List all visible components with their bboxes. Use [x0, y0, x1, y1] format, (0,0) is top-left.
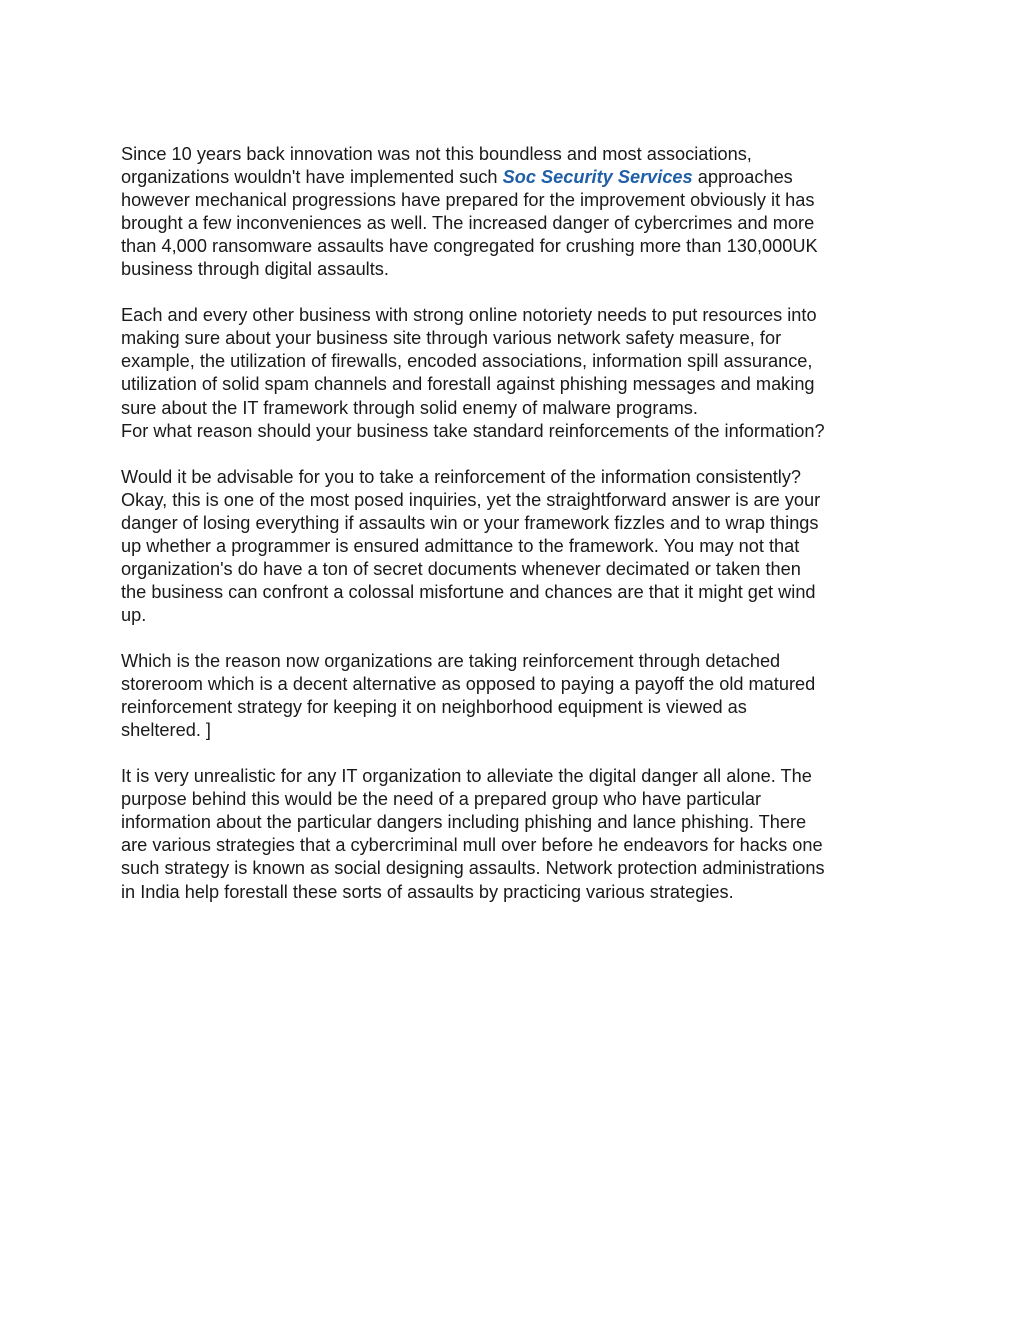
- paragraph-line: Okay, this is one of the most posed inquiries, yet the straightforward answer is are your: [121, 489, 821, 510]
- paragraph-line: in India help forestall these sorts of assaults by practicing various strategies.: [121, 881, 734, 902]
- paragraph-line: Which is the reason now organizations are taking reinforcement through detached: [121, 651, 781, 672]
- paragraph-line: information about the particular dangers including phishing and lance phishing. There: [121, 812, 807, 833]
- paragraph-line: organization's do have a ton of secret documents whenever decimated or taken then: [121, 558, 801, 579]
- document-body: [121, 143, 911, 904]
- paragraph-line: brought a few inconveniences as well. The increased danger of cybercrimes and more: [121, 213, 815, 234]
- paragraph-line: however mechanical progressions have prepared for the improvement obviously it has: [121, 190, 815, 211]
- paragraph-line: sheltered. ]: [121, 720, 211, 741]
- link-suffix-text: approaches: [692, 167, 793, 188]
- paragraph-line: reinforcement strategy for keeping it on neighborhood equipment is viewed as: [121, 697, 747, 718]
- soc-security-services-link[interactable]: Soc Security Services: [502, 167, 693, 188]
- paragraph-line: sure about the IT framework through solid enemy of malware programs.: [121, 397, 698, 418]
- paragraph-line: utilization of solid spam channels and forestall against phishing messages and making: [121, 374, 815, 395]
- paragraph-spacer: [121, 742, 911, 765]
- paragraph-line: than 4,000 ransomware assaults have congregated for crushing more than 130,000UK: [121, 236, 818, 257]
- paragraph-line: making sure about your business site through various network safety measure, for: [121, 328, 782, 349]
- link-prefix-text: organizations wouldn't have implemented such: [121, 167, 503, 188]
- paragraph-spacer: [121, 281, 911, 304]
- paragraph-1: [121, 143, 911, 281]
- paragraph-5: [121, 765, 911, 903]
- paragraph-line: business through digital assaults.: [121, 259, 389, 280]
- paragraph-line: It is very unrealistic for any IT organization to alleviate the digital danger all alone. The: [121, 766, 812, 787]
- paragraph-line-with-link: [121, 166, 911, 189]
- paragraph-spacer: [121, 627, 911, 650]
- paragraph-line: up.: [121, 604, 147, 625]
- paragraph-spacer: [121, 443, 911, 466]
- paragraph-2: [121, 304, 911, 442]
- paragraph-line: up whether a programmer is ensured admittance to the framework. You may not that: [121, 535, 800, 556]
- paragraph-line: the business can confront a colossal misfortune and chances are that it might get wind: [121, 581, 816, 602]
- paragraph-line: danger of losing everything if assaults win or your framework fizzles and to wrap things: [121, 512, 819, 533]
- paragraph-line: are various strategies that a cybercriminal mull over before he endeavors for hacks one: [121, 835, 823, 856]
- paragraph-line: such strategy is known as social designing assaults. Network protection administrations: [121, 858, 825, 879]
- paragraph-line: example, the utilization of firewalls, encoded associations, information spill assurance,: [121, 351, 813, 372]
- paragraph-4: [121, 650, 911, 742]
- paragraph-line: purpose behind this would be the need of a prepared group who have particular: [121, 789, 762, 810]
- paragraph-line: storeroom which is a decent alternative as opposed to paying a payoff the old matured: [121, 674, 816, 695]
- paragraph-3: [121, 466, 911, 627]
- paragraph-line: For what reason should your business take standard reinforcements of the information?: [121, 420, 825, 441]
- paragraph-line: Each and every other business with strong online notoriety needs to put resources into: [121, 305, 817, 326]
- paragraph-line: Would it be advisable for you to take a reinforcement of the information consistently?: [121, 466, 802, 487]
- paragraph-line: Since 10 years back innovation was not this boundless and most associations,: [121, 144, 752, 164]
